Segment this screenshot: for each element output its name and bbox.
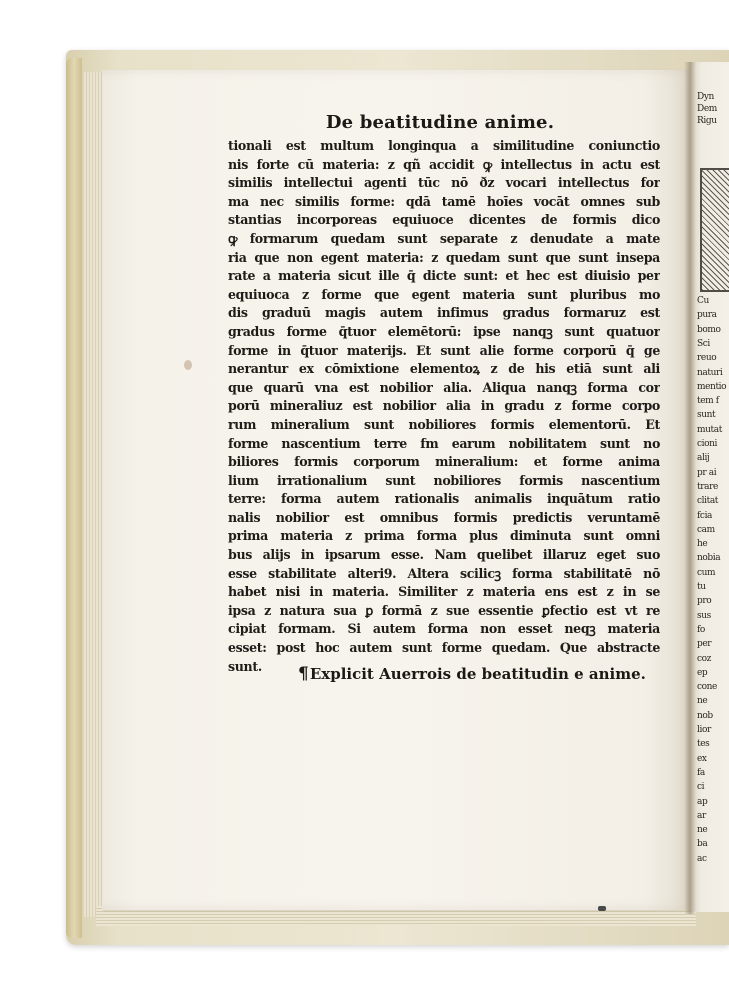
facing-page-fragment: pr ai — [697, 467, 717, 478]
text-line: porū mineraliuz est nobilior alia in gradu z forme corpo — [228, 398, 660, 414]
page-heading: De beatitudine anime. — [325, 112, 555, 133]
facing-page-fragment: ne — [697, 825, 708, 836]
text-line: rate a materia sicut ille q̄ dicte sunt: et hec est diuisio per — [228, 268, 660, 284]
facing-page-fragment: coz — [697, 653, 712, 664]
facing-page-fragment: tu — [697, 582, 706, 592]
facing-page-fragment: fo — [697, 624, 705, 635]
facing-page-fragment: sus — [697, 610, 711, 621]
facing-page-fragment: Dyn — [697, 92, 714, 102]
facing-page-fragment: ep — [697, 667, 708, 678]
facing-page-fragment: Rigu — [697, 116, 717, 126]
text-line: stantias incorporeas equiuoce dicentes de formis dico — [228, 212, 660, 228]
text-line: ipsa z natura sua ꝑ formā z sue essentie ꝑfectio est vt re — [228, 602, 660, 618]
text-line: que quarū vna est nobilior alia. Aliqua nanqꝫ forma cor — [228, 379, 660, 395]
facing-page-fragment: nobia — [697, 553, 721, 564]
facing-page-fragment: he — [697, 539, 708, 550]
text-line: ma nec similis forme: qdā tamē hoīes vocāt omnes sub — [228, 193, 660, 209]
page-edges-left — [84, 72, 104, 917]
body-text — [228, 137, 660, 676]
facing-page-fragment: alij — [697, 453, 710, 464]
facing-page-fragment: naturi — [697, 367, 723, 378]
facing-page-fragment: mentio — [697, 381, 727, 392]
facing-page-fragment: ex — [697, 753, 707, 764]
text-line: tionali est multum longinqua a similitudine coniunctio — [228, 138, 660, 153]
woodcut-initial — [700, 168, 729, 292]
facing-page-fragment: ne — [697, 696, 708, 707]
text-line: forme in q̄tuor materijs. Et sunt alie forme corporū q̄ ge — [228, 342, 660, 358]
facing-page-fragment: trare — [697, 481, 718, 492]
explicit-line — [298, 664, 646, 684]
text-line: dis graduū magis autem infimus gradus formaruz est — [228, 305, 660, 321]
facing-page-fragment: nob — [697, 710, 713, 721]
facing-page-fragment: mutat — [697, 424, 722, 435]
text-line: lium irrationalium sunt nobiliores formis nascentium — [228, 472, 660, 488]
text-line: habet nisi in materia. Similiter z materia ens est z in se — [228, 584, 660, 600]
text-line: ꝙ formarum quedam sunt separate z denudate a mate — [228, 230, 660, 246]
facing-page-fragment: Dem — [697, 104, 717, 114]
text-line: esset: post hoc autem sunt forme quedam. Que abstracte — [228, 640, 660, 656]
text-line: nalis nobilior est omnibus formis predictis veruntamē — [228, 509, 660, 525]
facing-page-fragment: fa — [697, 767, 705, 778]
facing-page-fragment: reuo — [697, 353, 717, 364]
paper-stain — [184, 360, 192, 370]
facing-page-fragment: clitat — [697, 496, 718, 507]
text-line: cipiat formam. Si autem forma non esset neqꝫ materia — [228, 621, 660, 637]
facing-page-fragment: ba — [697, 839, 708, 850]
text-line: ria que non egent materia: z quedam sunt que sunt insepa — [228, 249, 660, 265]
facing-page-fragment: fcia — [697, 510, 713, 521]
book-gutter — [684, 62, 696, 914]
facing-page-fragment: ac — [697, 853, 707, 864]
facing-page-fragment: bomo — [697, 324, 721, 335]
facing-page-fragment: cum — [697, 567, 716, 578]
facing-page-fragment: ci — [697, 782, 705, 793]
facing-page-fragment: cam — [697, 524, 715, 535]
binding-spot — [598, 906, 606, 911]
facing-page-fragment: ap — [697, 796, 708, 807]
facing-page-fragment: sunt — [697, 410, 716, 421]
text-line: rum mineralium sunt nobiliores formis elementorū. Et — [228, 416, 660, 432]
text-line: prima materia z prima forma plus diminuta sunt omni — [228, 528, 660, 544]
text-line: esse stabilitate alteri9. Altera scilicꝫ forma stabilitatē nō — [228, 565, 660, 581]
text-line: terre: forma autem rationalis animalis inquātum ratio — [228, 491, 660, 507]
text-line: equiuoca z forme que egent materia sunt pluribus mo — [228, 286, 660, 302]
facing-page-fragment: Cu — [697, 296, 709, 306]
text-line: gradus forme q̄tuor elemētorū: ipse nanqꝫ sunt quatuor — [228, 323, 660, 339]
facing-page-fragment: tem f — [697, 396, 719, 407]
text-line: nis forte cū materia: z qñ accidit ꝙ intellectus in actu est — [228, 156, 660, 172]
explicit-text: Explicit Auerrois de beatitudin e anime. — [309, 665, 646, 683]
text-line: bus alijs in ipsarum esse. Nam quelibet illaruz eget suo — [228, 547, 660, 563]
pilcrow-icon: ¶ — [298, 664, 309, 684]
facing-page-fragment: pro — [697, 596, 712, 607]
text-line: sunt. — [228, 658, 262, 674]
facing-page-fragment: cioni — [697, 439, 718, 449]
text-line: nerantur ex cōmixtione elementoꝝ z de his etiā sunt ali — [228, 361, 660, 377]
text-line: biliores formis corporum mineralium: et forme anima — [228, 454, 660, 470]
text-line: forme nascentium terre fm earum nobilitatem sunt no — [228, 435, 660, 451]
facing-page-fragment: pura — [697, 310, 717, 321]
facing-page-fragment: tes — [697, 739, 710, 750]
facing-page-fragment: cone — [697, 682, 717, 693]
facing-page-fragment: per — [697, 639, 712, 650]
facing-page-fragment: Sci — [697, 338, 710, 349]
facing-page-fragment: lior — [697, 725, 711, 735]
text-line: similis intellectui agenti tūc nō ðz vocari intellectus for — [228, 175, 660, 191]
facing-page-fragment: ar — [697, 810, 706, 821]
binding-spine-edge — [66, 58, 82, 938]
